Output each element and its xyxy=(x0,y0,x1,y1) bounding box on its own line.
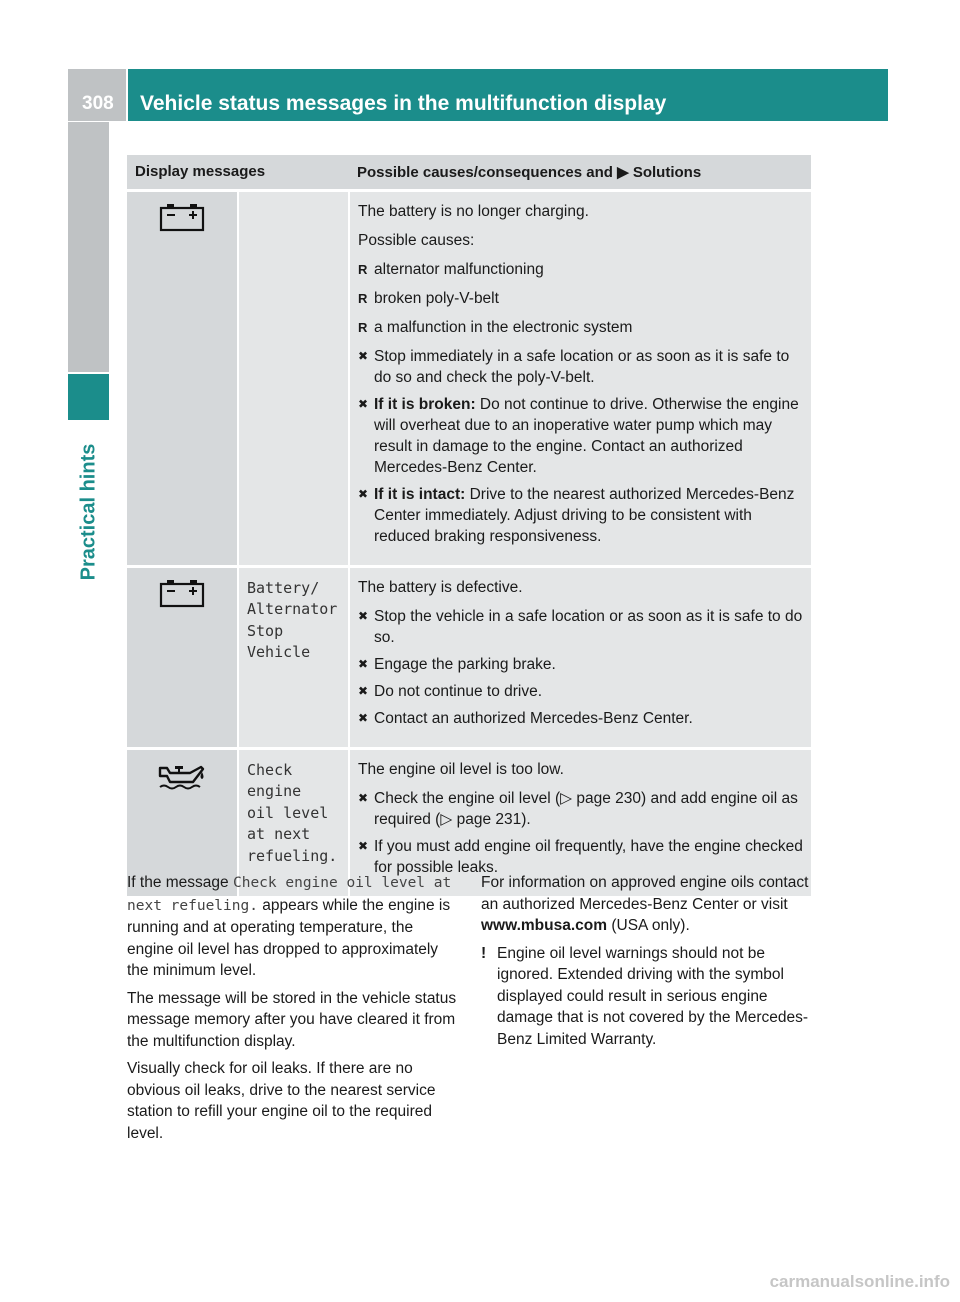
page-ref-icon: ▷ xyxy=(440,810,457,828)
solution-step: ✖ Stop immediately in a safe location or as soon as it is safe to do so and check the poly-V-belt. xyxy=(358,346,805,388)
solution-step: ✖ If you must add engine oil frequently, have the engine checked for possible leaks. xyxy=(358,836,805,878)
table-cell-message xyxy=(238,190,349,566)
battery-icon xyxy=(159,202,205,237)
page-ref-icon: ▷ xyxy=(560,789,577,807)
side-tab-marker xyxy=(68,374,109,420)
paragraph: The message will be stored in the vehicle status message memory after you have cleared it from the multifunction display. xyxy=(127,989,457,1050)
causes-label: Possible causes: xyxy=(358,231,475,249)
section-tab xyxy=(68,422,109,602)
side-tab-block xyxy=(68,122,109,372)
status-message-table xyxy=(127,155,811,896)
warning-note: ! Engine oil level warnings should not be ignored. Extended driving with the symbol displayed could result in serious engine damage that is not covered by the Mercedes-Benz Limited Warranty. xyxy=(481,944,809,1048)
paragraph: For information on approved engine oils contact an authorized Mercedes-Benz Center or visit www.mbusa.com (USA only). xyxy=(481,874,809,934)
oil-can-icon xyxy=(157,760,207,795)
page-title: Vehicle status messages in the multifunction display xyxy=(128,69,888,121)
page-number: 308 xyxy=(68,69,126,121)
exclamation-icon: ! xyxy=(481,944,487,962)
table-cell-message: Battery/ Alternator Stop Vehicle xyxy=(238,566,349,748)
solution-step: ✖ Stop the vehicle in a safe location or as soon as it is safe to do so. xyxy=(358,606,805,648)
website-link[interactable]: www.mbusa.com xyxy=(481,917,608,934)
body-column-left xyxy=(127,872,462,1150)
table-row xyxy=(127,190,811,566)
solution-intro: The battery is no longer charging. xyxy=(358,202,589,220)
section-tab-label: Practical hints xyxy=(77,443,99,581)
paragraph: Visually check for oil leaks. If there are no obvious oil leaks, drive to the nearest service station to refill your engine oil to the required level. xyxy=(127,1060,436,1142)
solution-step: ✖ Check the engine oil level (▷ page 230) and add engine oil as required (▷ page 231). xyxy=(358,788,805,830)
table-cell-symbol xyxy=(127,190,238,566)
solution-step: ✖ Do not continue to drive. xyxy=(358,681,805,702)
table-row xyxy=(127,566,811,748)
list-item: R broken poly-V-belt xyxy=(358,288,805,309)
table-cell-symbol xyxy=(127,566,238,748)
arrow-right-icon: ▶ xyxy=(617,163,629,181)
watermark: carmanualsonline.info xyxy=(769,1272,950,1291)
solution-step: ✖ If it is broken: Do not continue to drive. Otherwise the engine will overheat due to an inoperative water pump which may result in damage to the engine. Contact an authorized Mercedes-Benz Center. xyxy=(358,394,805,478)
page-reference-link[interactable]: page 230 xyxy=(576,789,641,807)
table-cell-solution xyxy=(349,190,811,566)
solution-intro: The battery is defective. xyxy=(358,578,523,596)
list-item: R alternator malfunctioning xyxy=(358,259,805,280)
solution-step: ✖ Engage the parking brake. xyxy=(358,654,805,675)
list-item: R a malfunction in the electronic system xyxy=(358,317,805,338)
paragraph: If the message Check engine oil level at next refueling. appears while the engine is running and at operating temperature, the engine oil level has dropped to approximately the minimum level. xyxy=(127,874,452,979)
page-reference-link[interactable]: page 231 xyxy=(456,810,522,828)
body-column-right xyxy=(481,872,816,1056)
table-cell-solution xyxy=(349,566,811,748)
page-header xyxy=(68,69,888,121)
battery-icon xyxy=(159,578,205,613)
table-header-row xyxy=(127,155,811,190)
display-message-code: Check engine oil level at next refueling. xyxy=(127,875,452,914)
table-cell-message: Check engine oil level at next refueling. xyxy=(238,748,349,896)
solution-step: ✖ Contact an authorized Mercedes-Benz Center. xyxy=(358,708,805,729)
column-header-solutions: Possible causes/consequences and ▶ Solutions xyxy=(349,155,811,190)
solution-step: ✖ If it is intact: Drive to the nearest authorized Mercedes-Benz Center immediately. Adjust driving to be consistent with reduced braking responsiveness. xyxy=(358,484,805,547)
solution-intro: The engine oil level is too low. xyxy=(358,760,564,778)
column-header-display: Display messages xyxy=(127,155,349,190)
